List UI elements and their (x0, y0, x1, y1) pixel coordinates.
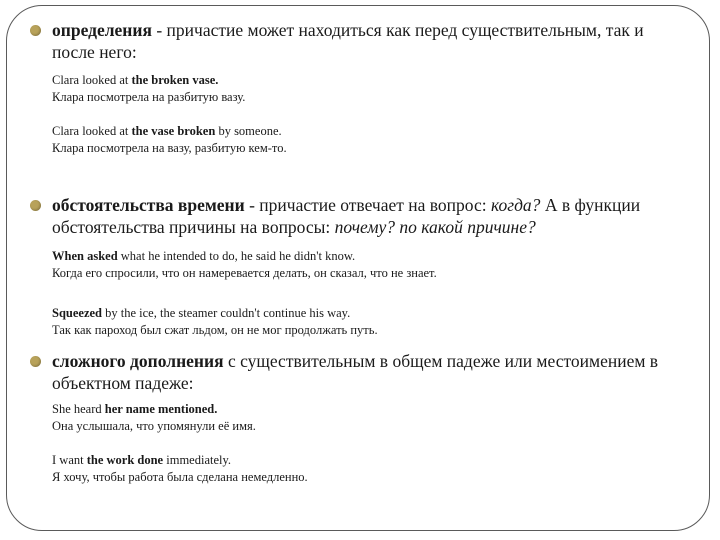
example-english: Clara looked at the broken vase. (52, 73, 219, 87)
bullet-dot-icon (30, 356, 41, 367)
bullet-term: обстоятельства времени (52, 195, 245, 215)
bullet-description: с существительным в общем падеже или местоимением в объектном падеже: (52, 351, 659, 393)
example-russian: Клара посмотрела на вазу, разбитую кем-то. (52, 141, 287, 155)
example-block-definitions (52, 72, 672, 157)
example-russian: Так как пароход был сжат льдом, он не мог продолжать путь. (52, 323, 378, 337)
example-highlight: her name mentioned. (104, 402, 218, 416)
example-highlight: Squeezed (52, 306, 102, 320)
bullet-description: - причастие может находиться как перед существительным, так и после него: (52, 20, 644, 62)
example-russian: Я хочу, чтобы работа была сделана немедленно. (52, 470, 308, 484)
example-english: When asked what he intended to do, he said he didn't know. (52, 249, 356, 263)
question-word: когда? (490, 195, 541, 215)
example-english: She heard her name mentioned. (52, 402, 218, 416)
bullet-definitions (30, 19, 670, 63)
example-english: Squeezed by the ice, the steamer couldn't continue his way. (52, 306, 351, 320)
bullet-term: определения (52, 20, 152, 40)
example-block-adverbial (52, 248, 672, 339)
example-russian: Клара посмотрела на разбитую вазу. (52, 90, 246, 104)
bullet-term: сложного дополнения (52, 351, 224, 371)
example-russian: Когда его спросили, что он намеревается делать, он сказал, что не знает. (52, 266, 437, 280)
example-russian: Она услышала, что упомянули её имя. (52, 419, 256, 433)
example-block-complex-object (52, 401, 672, 486)
bullet-complex-object (30, 350, 670, 394)
bullet-dot-icon (30, 25, 41, 36)
example-highlight: When asked (52, 249, 118, 263)
example-english: I want the work done immediately. (52, 453, 232, 467)
bullet-adverbial-time: обстоятельства времени - причастие отвечает на вопрос: когда? А в функции обстоятельства причины на вопросы: почему? по какой причине? (30, 194, 670, 238)
example-highlight: the vase broken (131, 124, 216, 138)
example-highlight: the work done (86, 453, 164, 467)
example-highlight: the broken vase. (131, 73, 219, 87)
example-english: Clara looked at the vase broken by someone. (52, 124, 282, 138)
bullet-dot-icon (30, 200, 41, 211)
question-words: почему? по какой причине? (334, 217, 536, 237)
